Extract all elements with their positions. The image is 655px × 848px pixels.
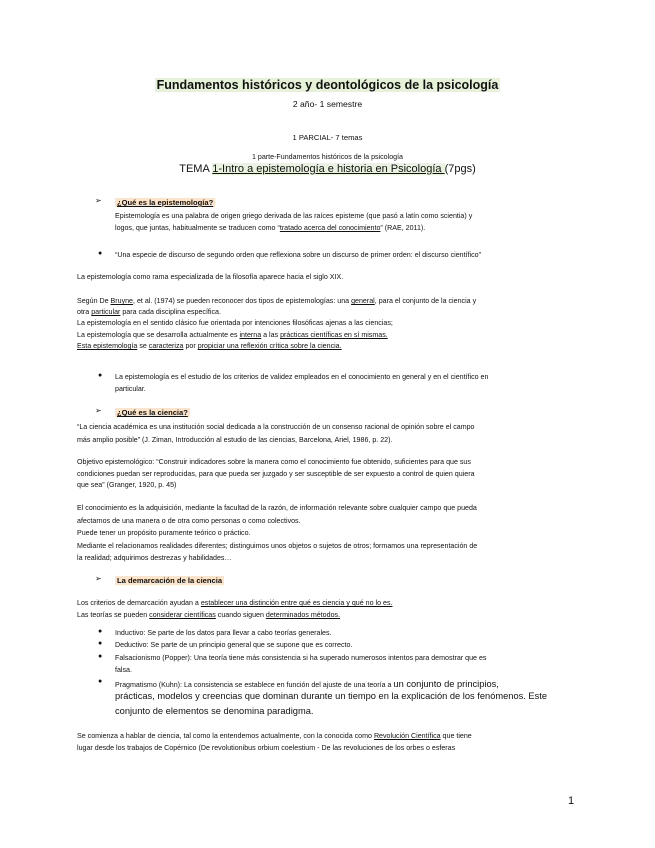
bullet-text: Inductivo: Se parte de los datos para llevar a cabo teorías generales. (115, 629, 332, 637)
bullet-text: particular. (115, 385, 146, 393)
document-title: Fundamentos históricos y deontológicos de la psicología (156, 78, 499, 92)
paragraph-line: “La ciencia académica es una institución social dedicada a la construcción de un consenso racional de opinión sobre el campo (77, 423, 475, 431)
paragraph-line: Puede tener un propósito puramente teórico o práctico. (77, 529, 251, 537)
bullet-text: “Una especie de discurso de segundo orden que reflexiona sobre un discurso de primer orden: el discurso científico” (115, 251, 481, 259)
paragraph-line: Los criterios de demarcación ayudan a establecer una distinción entre qué es ciencia y qué no lo es. (77, 599, 393, 607)
paragraph-line: Las teorías se pueden considerar científicas cuando siguen determinados métodos. (77, 611, 341, 619)
paragraph-line: Epistemología es una palabra de origen griego derivada de las raíces episteme (que pasó a latín como scientia) y (115, 212, 473, 220)
paragraph-line: Esta epistemología se caracteriza por propiciar una reflexión crítica sobre la ciencia. (77, 342, 342, 350)
bullet-text: falsa. (115, 666, 132, 674)
bullet-text: conjunto de elementos se denomina paradigma. (115, 706, 314, 716)
parte-label: 1 parte-Fundamentos históricos de la psicología (251, 153, 404, 161)
section-heading-demarcacion: La demarcación de la ciencia (117, 576, 223, 585)
paragraph-line: Se comienza a hablar de ciencia, tal como la entendemos actualmente, con la conocida como Revolución Científica que tiene (77, 732, 472, 740)
arrow-bullet-icon: ➢ (95, 406, 102, 415)
paragraph-line: que sea” (Granger, 1920, p. 45) (77, 481, 177, 489)
page-number: 1 (568, 795, 575, 807)
bullet-dot-icon: ● (98, 678, 103, 685)
bullet-dot-icon: ● (98, 372, 103, 379)
paragraph-line: afectarnos de una manera o de otra como personas o como colectivos. (77, 517, 301, 525)
bullet-dot-icon: ● (98, 653, 103, 660)
paragraph-line: Objetivo epistemológico: “Construir indicadores sobre la manera como el conocimiento fue obtenido, suficientes para que sus (77, 458, 471, 466)
paragraph-line: Mediante el relacionamos realidades diferentes; distinguimos unos objetos o sujetos de otros; formamos una representación de (77, 542, 478, 550)
paragraph-line: La epistemología que se desarrolla actualmente es interna a las prácticas científicas en sí mismas. (77, 331, 388, 339)
bullet-text: Deductivo: Se parte de un principio general que se supone que es correcto. (115, 641, 353, 649)
parcial-label: 1 PARCIAL- 7 temas (292, 133, 363, 142)
tema-heading: TEMA 1-Intro a epistemología e historia en Psicología (7pgs) (179, 163, 476, 175)
paragraph-line: lugar desde los trabajos de Copérnico (De revolutionibus orbium coelestium - De las revoluciones de los orbes o esferas (77, 744, 456, 752)
bullet-dot-icon: ● (98, 628, 103, 635)
paragraph-line: El conocimiento es la adquisición, mediante la facultad de la razón, de información relevante sobre cualquier campo que pueda (77, 504, 477, 512)
bullet-text: Falsacionismo (Popper): Una teoría tiene más consistencia si ha superado numerosos intentos para demostrar que es (115, 654, 487, 662)
paragraph-line: La epistemología en el sentido clásico fue orientada por intenciones filosóficas ajenas a las ciencias; (77, 319, 393, 327)
bullet-text: Pragmatismo (Kuhn): La consistencia se establece en función del ajuste de una teoría a un conjunto de principios, (115, 679, 499, 689)
document-subtitle: 2 año- 1 semestre (292, 99, 363, 109)
paragraph-line: más amplio posible” (J. Ziman, Introducción al estudio de las ciencias, Barcelona, Ariel, 1986, p. 22). (77, 436, 393, 444)
bullet-text: La epistemología es el estudio de los criterios de validez empleados en el conocimiento en general y en el científico en (115, 373, 489, 381)
paragraph-line: condiciones puedan ser reproducidas, para que pueda ser juzgado y ser susceptible de ser expuesto a control de quien quiera (77, 470, 475, 478)
arrow-bullet-icon: ➢ (95, 574, 102, 583)
paragraph-line: otra particular para cada disciplina específica. (77, 308, 221, 316)
bullet-dot-icon: ● (98, 250, 103, 257)
section-heading-epistemologia: ¿Qué es la epistemología? (117, 198, 214, 207)
paragraph-line: Según De Bruyne, et al. (1974) se pueden reconocer dos tipos de epistemologías: una general, para el conjunto de la ciencia y (77, 297, 477, 305)
paragraph-line: logos, que juntas, habitualmente se traducen como “tratado acerca del conocimiento” (RAE, 2011). (115, 224, 426, 232)
bullet-text: prácticas, modelos y creencias que dominan durante un tiempo en la explicación de los fenómenos. Este (115, 691, 548, 701)
section-heading-ciencia: ¿Qué es la ciencia? (117, 408, 188, 417)
bullet-dot-icon: ● (98, 640, 103, 647)
paragraph-line: La epistemología como rama especializada de la filosofía aparece hacia el siglo XIX. (77, 273, 344, 281)
paragraph-line: la realidad; adquirimos destrezas y habilidades… (77, 554, 232, 562)
arrow-bullet-icon: ➢ (95, 196, 102, 205)
